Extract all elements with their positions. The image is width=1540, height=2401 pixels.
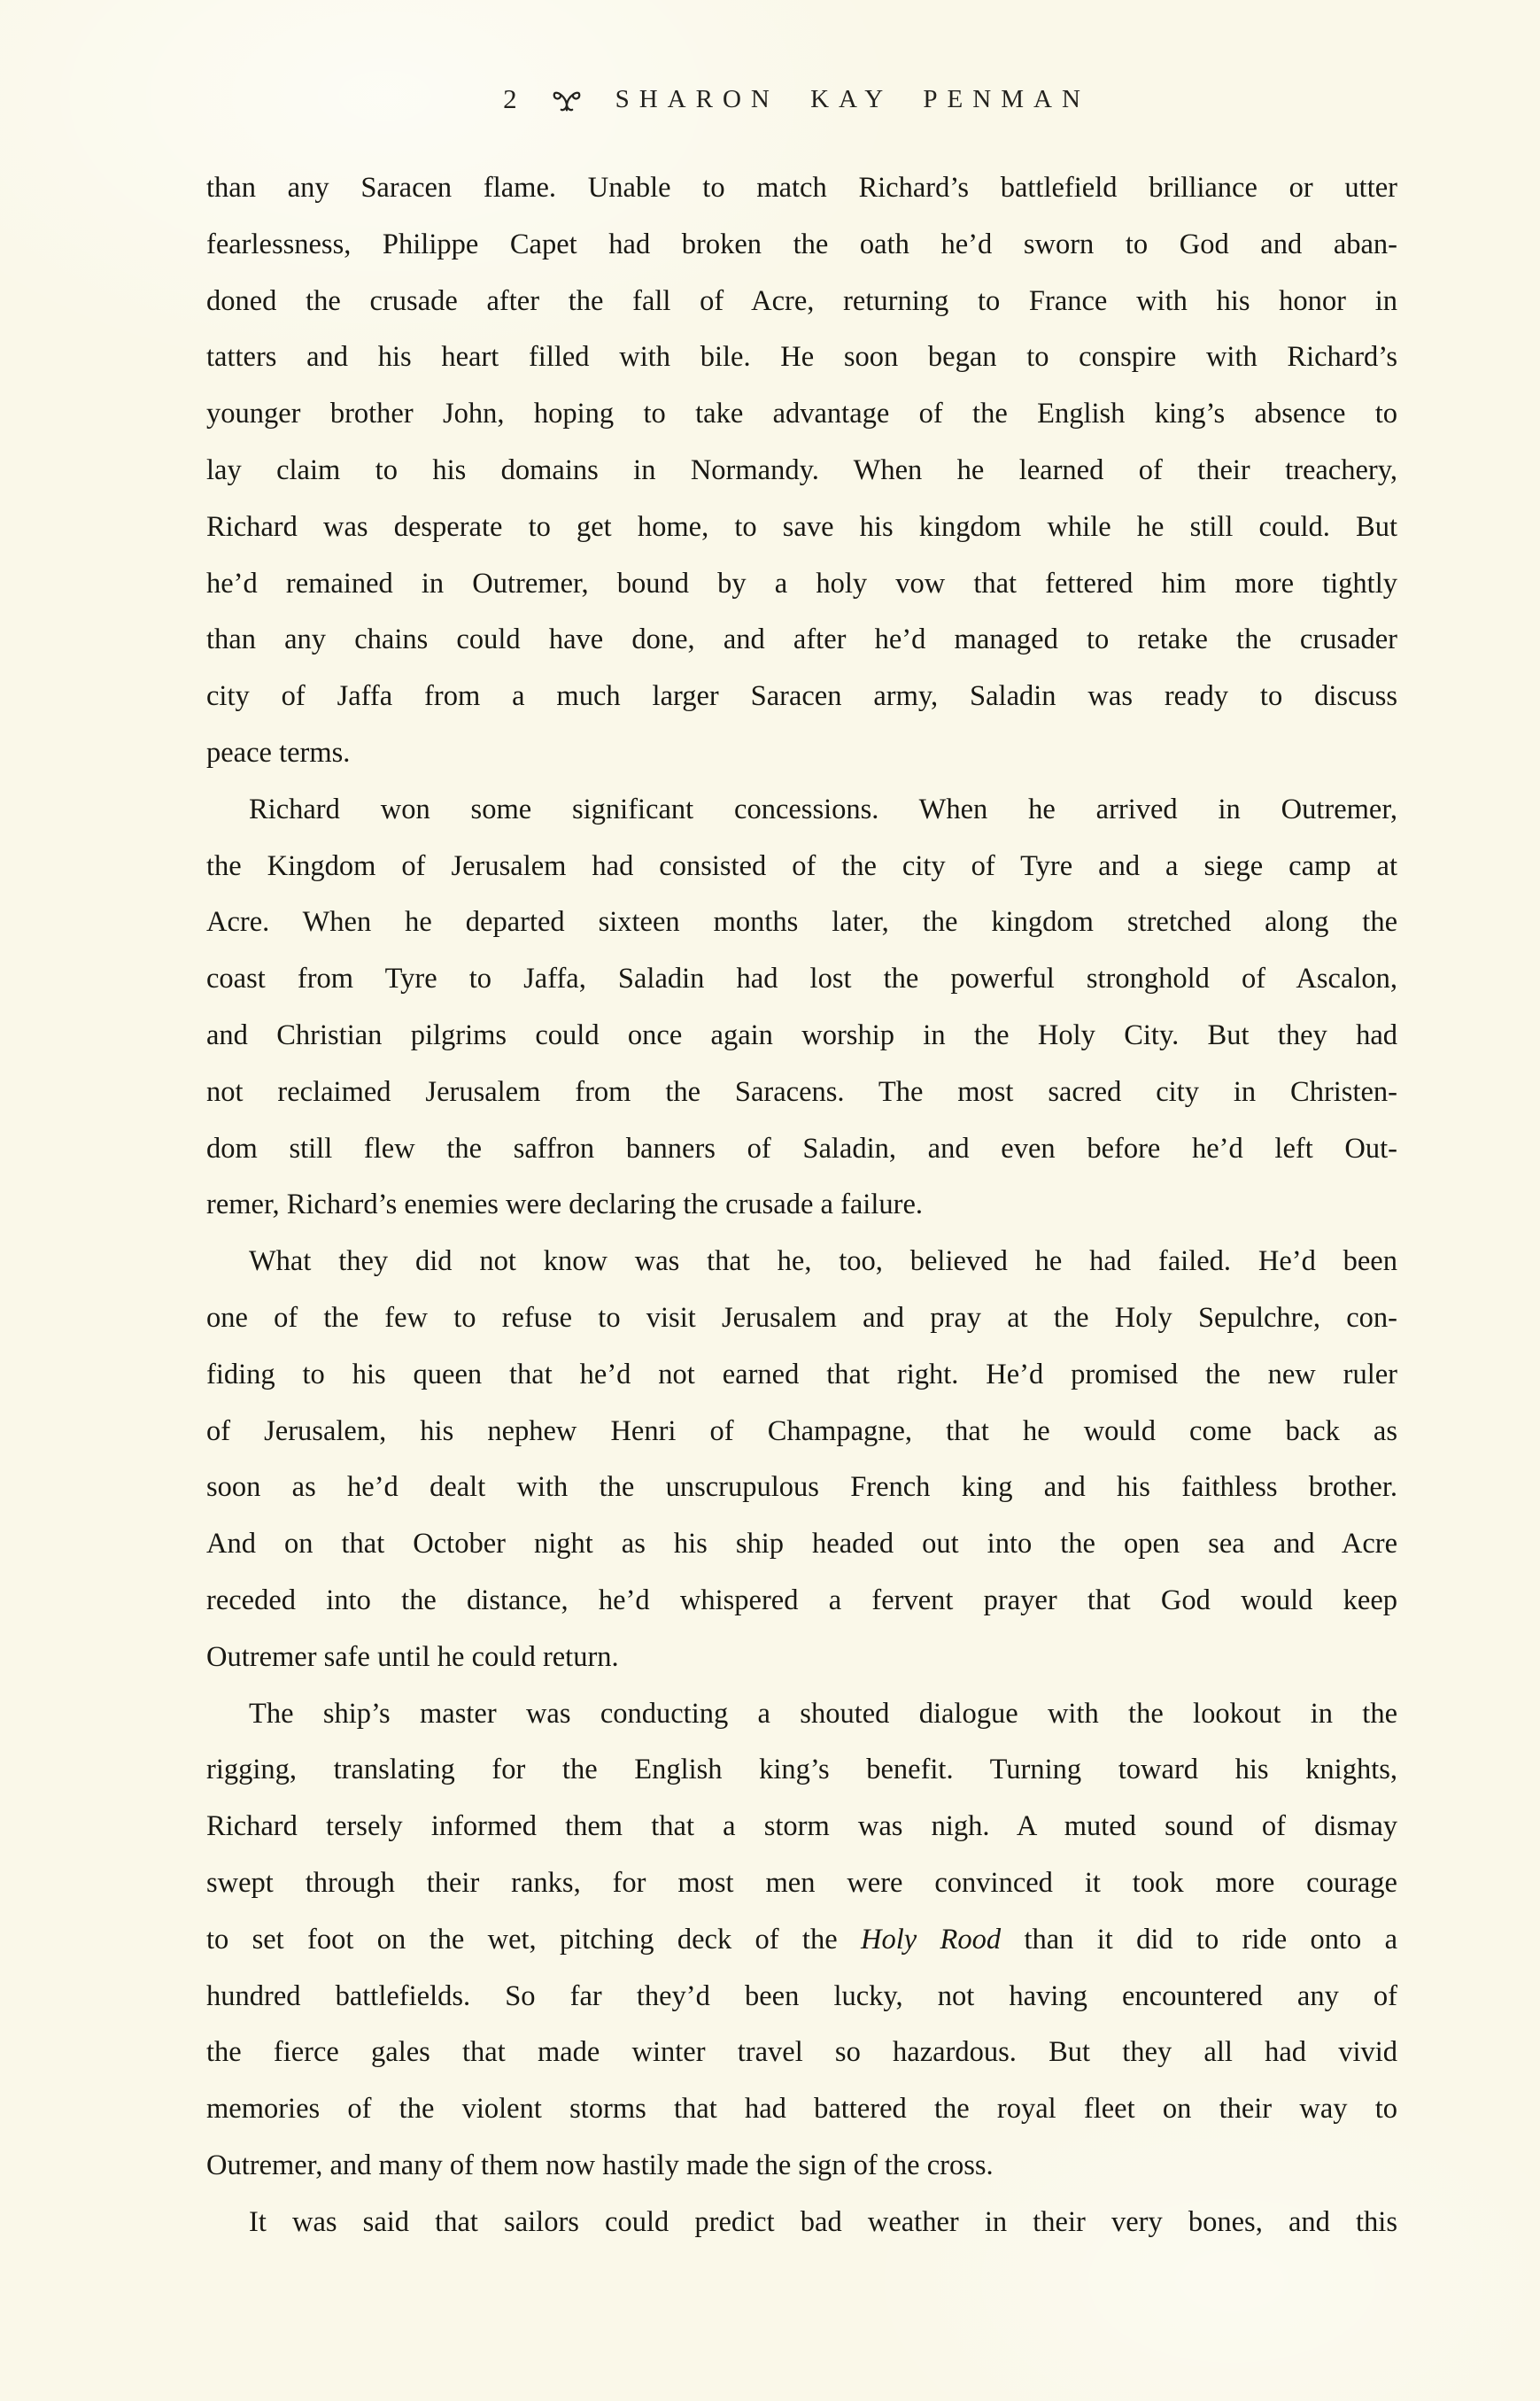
text-line: And on that October night as his ship headed out into the open sea and Acre bbox=[206, 1528, 1397, 1561]
text-line: swept through their ranks, for most men were convinced it took more courage bbox=[206, 1866, 1397, 1899]
paragraph bbox=[206, 782, 1397, 1234]
text-line: It was said that sailors could predict bad weather in their very bones, and this bbox=[249, 2205, 1397, 2238]
text-line: not reclaimed Jerusalem from the Saracens. The most sacred city in Christen- bbox=[206, 1075, 1397, 1108]
paragraph bbox=[206, 1234, 1397, 1685]
text-line: dom still flew the saffron banners of Saladin, and even before he’d left Out- bbox=[206, 1132, 1397, 1165]
text-line: younger brother John, hoping to take advantage of the English king’s absence to bbox=[206, 398, 1397, 430]
paragraph bbox=[206, 1686, 1397, 2195]
text-line: Richard was desperate to get home, to save his kingdom while he still could. But bbox=[206, 510, 1397, 543]
text-line: Acre. When he departed sixteen months later, the kingdom stretched along the bbox=[206, 906, 1397, 939]
text-line: coast from Tyre to Jaffa, Saladin had lost the powerful stronghold of Ascalon, bbox=[206, 963, 1397, 995]
text-line: receded into the distance, he’d whispered a fervent prayer that God would keep bbox=[206, 1584, 1397, 1616]
text-line: one of the few to refuse to visit Jerusalem and pray at the Holy Sepulchre, con- bbox=[206, 1301, 1397, 1334]
text-line: Richard won some significant concessions. When he arrived in Outremer, bbox=[249, 793, 1397, 825]
text-line: than any Saracen flame. Unable to match Richard’s battlefield brilliance or utter bbox=[206, 172, 1397, 204]
text-line: he’d remained in Outremer, bound by a holy vow that fettered him more tightly bbox=[206, 567, 1397, 600]
paragraph bbox=[206, 160, 1397, 782]
text-line: city of Jaffa from a much larger Saracen army, Saladin was ready to discuss bbox=[206, 680, 1397, 713]
text-line: tatters and his heart filled with bile. He soon began to conspire with Richard’s bbox=[206, 341, 1397, 374]
running-header bbox=[27, 83, 1540, 115]
text-line: to set foot on the wet, pitching deck of the Holy Rood than it did to ride onto a bbox=[206, 1923, 1397, 1956]
text-line: Outremer safe until he could return. bbox=[206, 1640, 619, 1673]
fleuron-icon bbox=[550, 84, 584, 114]
text-line: fiding to his queen that he’d not earned that right. He’d promised the new ruler bbox=[206, 1358, 1397, 1390]
text-line: rigging, translating for the English king’s benefit. Turning toward his knights, bbox=[206, 1754, 1397, 1786]
text-line: memories of the violent storms that had battered the royal fleet on their way to bbox=[206, 2093, 1397, 2126]
text-line: doned the crusade after the fall of Acre, returning to France with his honor in bbox=[206, 284, 1397, 317]
text-line: Richard tersely informed them that a storm was nigh. A muted sound of dismay bbox=[206, 1810, 1397, 1843]
text-line: The ship’s master was conducting a shouted dialogue with the lookout in the bbox=[249, 1697, 1397, 1730]
text-line: peace terms. bbox=[206, 736, 351, 769]
text-line: of Jerusalem, his nephew Henri of Champagne, that he would come back as bbox=[206, 1414, 1397, 1447]
text-line: remer, Richard’s enemies were declaring the crusade a failure. bbox=[206, 1189, 923, 1221]
text-line: and Christian pilgrims could once again worship in the Holy City. But they had bbox=[206, 1018, 1397, 1051]
text-line: What they did not know was that he, too, believed he had failed. He’d been bbox=[249, 1245, 1397, 1278]
text-line: Outremer, and many of them now hastily made the sign of the cross. bbox=[206, 2149, 994, 2181]
body-text bbox=[206, 160, 1397, 2250]
paragraph bbox=[206, 2195, 1397, 2251]
text-line: the fierce gales that made winter travel so hazardous. But they all had vivid bbox=[206, 2036, 1397, 2069]
text-line: soon as he’d dealt with the unscrupulous French king and his faithless brother. bbox=[206, 1471, 1397, 1504]
text-line: than any chains could have done, and after he’d managed to retake the crusader bbox=[206, 623, 1397, 656]
text-line: lay claim to his domains in Normandy. When he learned of their treachery, bbox=[206, 453, 1397, 486]
page-number: 2 bbox=[503, 83, 518, 114]
text-line: fearlessness, Philippe Capet had broken the oath he’d sworn to God and aban- bbox=[206, 228, 1397, 260]
text-line: the Kingdom of Jerusalem had consisted of the city of Tyre and a siege camp at bbox=[206, 849, 1397, 882]
author-running-head: SHARON KAY PENMAN bbox=[615, 84, 1090, 113]
text-line: hundred battlefields. So far they’d been lucky, not having encountered any of bbox=[206, 1979, 1397, 2012]
